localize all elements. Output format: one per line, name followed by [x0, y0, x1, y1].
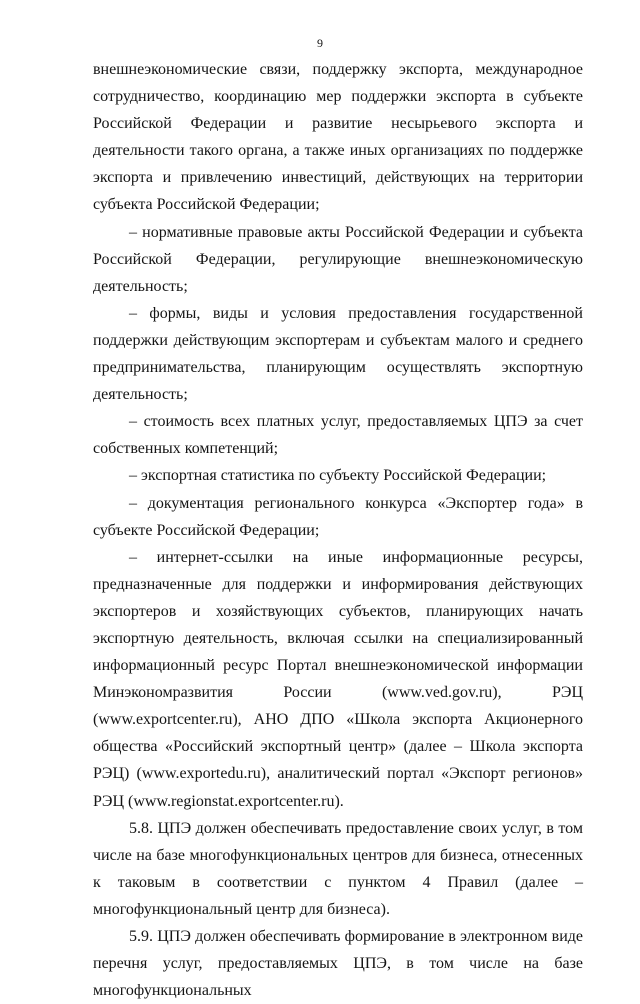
- list-item-support-forms: – формы, виды и условия предоставления государственной поддержки действующим экспортерам и субъектам малого и среднего предпринимательства, планирующим осуществлять экспортную деятельность;: [93, 304, 583, 404]
- list-item-contest-documentation: – документация регионального конкурса «Экспортер года» в субъекте Российской Федерации;: [93, 494, 583, 539]
- list-item-service-cost: – стоимость всех платных услуг, предоставляемых ЦПЭ за счет собственных компетенций;: [93, 413, 583, 458]
- paragraph-continued: внешнеэкономические связи, поддержку экспорта, международное сотрудничество, координацию мер поддержки экспорта в субъекте Российской Федерации и развитие несырьевого экспорта и деятельности такого органа, а также иных организациях по поддержке экспорта и привлечению инвестиций, действующих на территории субъекта Российской Федерации;: [93, 61, 583, 214]
- list-item-export-statistics: – экспортная статистика по субъекту Российской Федерации;: [129, 467, 547, 485]
- clause-5-9: 5.9. ЦПЭ должен обеспечивать формирование в электронном виде перечня услуг, предоставляемых ЦПЭ, в том числе на базе многофункциональных: [93, 928, 583, 1000]
- page-number: 9: [317, 36, 323, 50]
- list-item-legal-acts: – нормативные правовые акты Российской Федерации и субъекта Российской Федерации, регулирующие внешнеэкономическую деятельность;: [93, 223, 583, 295]
- clause-5-8: 5.8. ЦПЭ должен обеспечивать предоставление своих услуг, в том числе на базе многофункциональных центров для бизнеса, отнесенных к таковым в соответствии с пунктом 4 Правил (далее – многофункциональный центр для бизнеса).: [93, 819, 583, 918]
- list-item-internet-links: – интернет-ссылки на иные информационные ресурсы, предназначенные для поддержки и информирования действующих экспортеров и хозяйствующих субъектов, планирующих начать экспортную деятельность, включая ссылки на специализированный информационный ресурс Портал внешнеэкономической информации Минэкономразвития России (www.ved.gov.ru), РЭЦ (www.exportcenter.ru), АНО ДПО «Школа экспорта Акционерного общества «Российский экспортный центр» (далее – Школа экспорта РЭЦ) (www.exportedu.ru), аналитический портал «Экспорт регионов» РЭЦ (www.regionstat.exportcenter.ru).: [93, 548, 583, 810]
- document-body: [93, 56, 583, 1004]
